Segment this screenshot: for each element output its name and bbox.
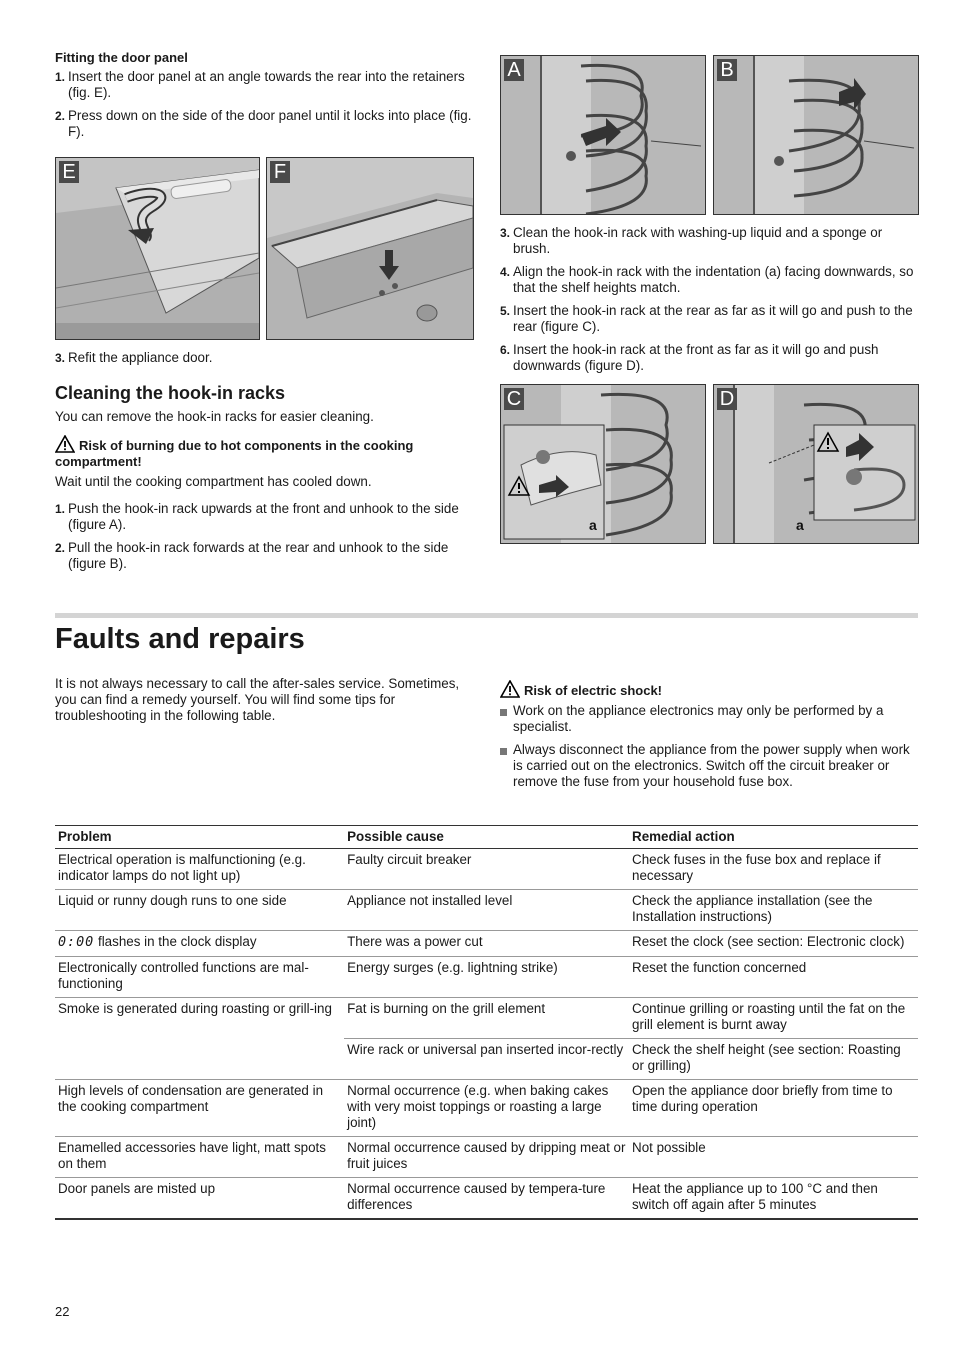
list-item: 2. Pull the hook-in rack forwards at the rear and unhook to the side (figure B).: [55, 540, 449, 571]
cell-problem: Door panels are misted up: [55, 1178, 344, 1220]
figure-f: [266, 157, 474, 340]
cell-problem: 0:00 flashes in the clock display: [55, 931, 344, 957]
table-row: [55, 1137, 918, 1178]
column-header-action: Remedial action: [629, 826, 918, 849]
list-item: 6. Insert the hook-in rack at the front as far as it will go and push downwards (figure D).: [500, 342, 879, 373]
figure-d: [713, 384, 919, 544]
figure-letter: C: [504, 388, 524, 410]
table-row: [55, 957, 918, 998]
cell-problem: Electronically controlled functions are mal-functioning: [55, 957, 344, 998]
cell-cause: Fat is burning on the grill element: [344, 998, 629, 1039]
list-item: 1. Push the hook-in rack upwards at the front and unhook to the side (figure A).: [55, 501, 459, 532]
cell-problem: Liquid or runny dough runs to one side: [55, 890, 344, 931]
figure-letter: B: [717, 59, 737, 81]
cell-problem: Smoke is generated during roasting or grill-ing: [55, 998, 344, 1080]
page-number: 22: [55, 1304, 70, 1319]
list-item: 5. Insert the hook-in rack at the rear as far as it will go and push to the rear (figure C).: [500, 303, 913, 334]
figure-e: [55, 157, 260, 340]
figure-letter: F: [270, 161, 290, 183]
hook-racks-steps-right: [500, 225, 918, 374]
faults-intro: It is not always necessary to call the after-sales service. Sometimes, you can find a remedy yourself. You will find some tips for troubleshooting in the following table.: [55, 676, 460, 723]
cell-cause: Normal occurrence caused by dripping meat or fruit juices: [344, 1137, 629, 1178]
cell-cause: Normal occurrence caused by tempera-ture differences: [344, 1178, 629, 1220]
door-panel-steps: [55, 69, 473, 140]
cell-action: Check the appliance installation (see the Installation instructions): [629, 890, 918, 931]
column-header-cause: Possible cause: [344, 826, 629, 849]
cell-cause: Appliance not installed level: [344, 890, 629, 931]
list-item: 1. Insert the door panel at an angle towards the rear into the retainers (fig. E).: [55, 69, 465, 100]
left-column: [55, 50, 473, 147]
cell-problem: Enamelled accessories have light, matt spots on them: [55, 1137, 344, 1178]
cell-cause: Normal occurrence (e.g. when baking cakes with very moist toppings or roasting a large joint): [344, 1080, 629, 1137]
left-column-lower: [55, 350, 473, 579]
list-item: Always disconnect the appliance from the power supply when work is carried out on the electronics. Switch off the circuit breaker or remove the fuse from your household fuse box.: [500, 742, 918, 790]
cell-problem: Electrical operation is malfunctioning (e.g. indicator lamps do not light up): [55, 849, 344, 890]
figure-e-illustration: [56, 158, 259, 339]
cell-action: Heat the appliance up to 100 °C and then switch off again after 5 minutes: [629, 1178, 918, 1220]
list-item: 3. Refit the appliance door.: [55, 350, 213, 365]
figure-d-illustration: [714, 385, 918, 543]
list-item: 2. Press down on the side of the door panel until it locks into place (fig. F).: [55, 108, 472, 139]
table-header-row: [55, 826, 918, 849]
cell-action: Reset the function concerned: [629, 957, 918, 998]
cell-action: Not possible: [629, 1137, 918, 1178]
page-title: Faults and repairs: [55, 623, 305, 655]
door-panel-steps-continued: [55, 350, 473, 366]
shock-warning-heading: Risk of electric shock!: [500, 680, 918, 699]
figure-label-a: a: [796, 517, 804, 533]
cell-cause: Wire rack or universal pan inserted incor-rectly: [344, 1039, 629, 1080]
table-row: [55, 849, 918, 890]
cell-action: Check fuses in the fuse box and replace if necessary: [629, 849, 918, 890]
table-row: [55, 931, 918, 957]
figure-c-illustration: [501, 385, 705, 543]
cell-action: Reset the clock (see section: Electronic clock): [629, 931, 918, 957]
table-row: [55, 890, 918, 931]
list-item: 3. Clean the hook-in rack with washing-up liquid and a sponge or brush.: [500, 225, 883, 256]
figure-b-illustration: [714, 56, 918, 214]
table-row: [55, 1178, 918, 1220]
list-item: 4. Align the hook-in rack with the indentation (a) facing downwards, so that the shelf heights match.: [500, 264, 914, 295]
hook-racks-steps-left: [55, 501, 473, 572]
table-row: [55, 1080, 918, 1137]
shock-warning: [500, 680, 918, 797]
door-panel-heading: Fitting the door panel: [55, 50, 188, 65]
cell-cause: There was a power cut: [344, 931, 629, 957]
section-divider: [55, 613, 918, 618]
figure-c: [500, 384, 706, 544]
figure-letter: E: [59, 161, 79, 183]
figure-f-illustration: [267, 158, 473, 339]
hook-racks-intro: You can remove the hook-in racks for easier cleaning.: [55, 409, 374, 424]
cell-cause: Energy surges (e.g. lightning strike): [344, 957, 629, 998]
shock-warning-list: [500, 703, 918, 790]
cell-action: Continue grilling or roasting until the fat on the grill element is burnt away: [629, 998, 918, 1039]
list-item: Work on the appliance electronics may only be performed by a specialist.: [500, 703, 918, 735]
table-row: [55, 998, 918, 1039]
faults-table: [55, 825, 918, 1220]
cell-action: Check the shelf height (see section: Roasting or grilling): [629, 1039, 918, 1080]
burn-warning: Risk of burning due to hot components in the cooking compartment!: [55, 435, 473, 470]
figure-b: [713, 55, 919, 215]
warning-icon: [55, 435, 75, 453]
column-header-problem: Problem: [55, 826, 344, 849]
figure-letter: A: [504, 59, 524, 81]
burn-warning-text: Wait until the cooking compartment has cooled down.: [55, 474, 372, 489]
figure-label-a: a: [589, 517, 597, 533]
hook-racks-heading: Cleaning the hook-in racks: [55, 383, 286, 403]
figure-a-illustration: [501, 56, 705, 214]
clock-display-value: 0:00: [58, 935, 95, 950]
right-column-steps: [500, 225, 918, 381]
cell-problem: High levels of condensation are generated in the cooking compartment: [55, 1080, 344, 1137]
cell-action: Open the appliance door briefly from time to time during operation: [629, 1080, 918, 1137]
cell-cause: Faulty circuit breaker: [344, 849, 629, 890]
warning-icon: [500, 680, 520, 698]
figure-letter: D: [717, 388, 737, 410]
figure-a: [500, 55, 706, 215]
